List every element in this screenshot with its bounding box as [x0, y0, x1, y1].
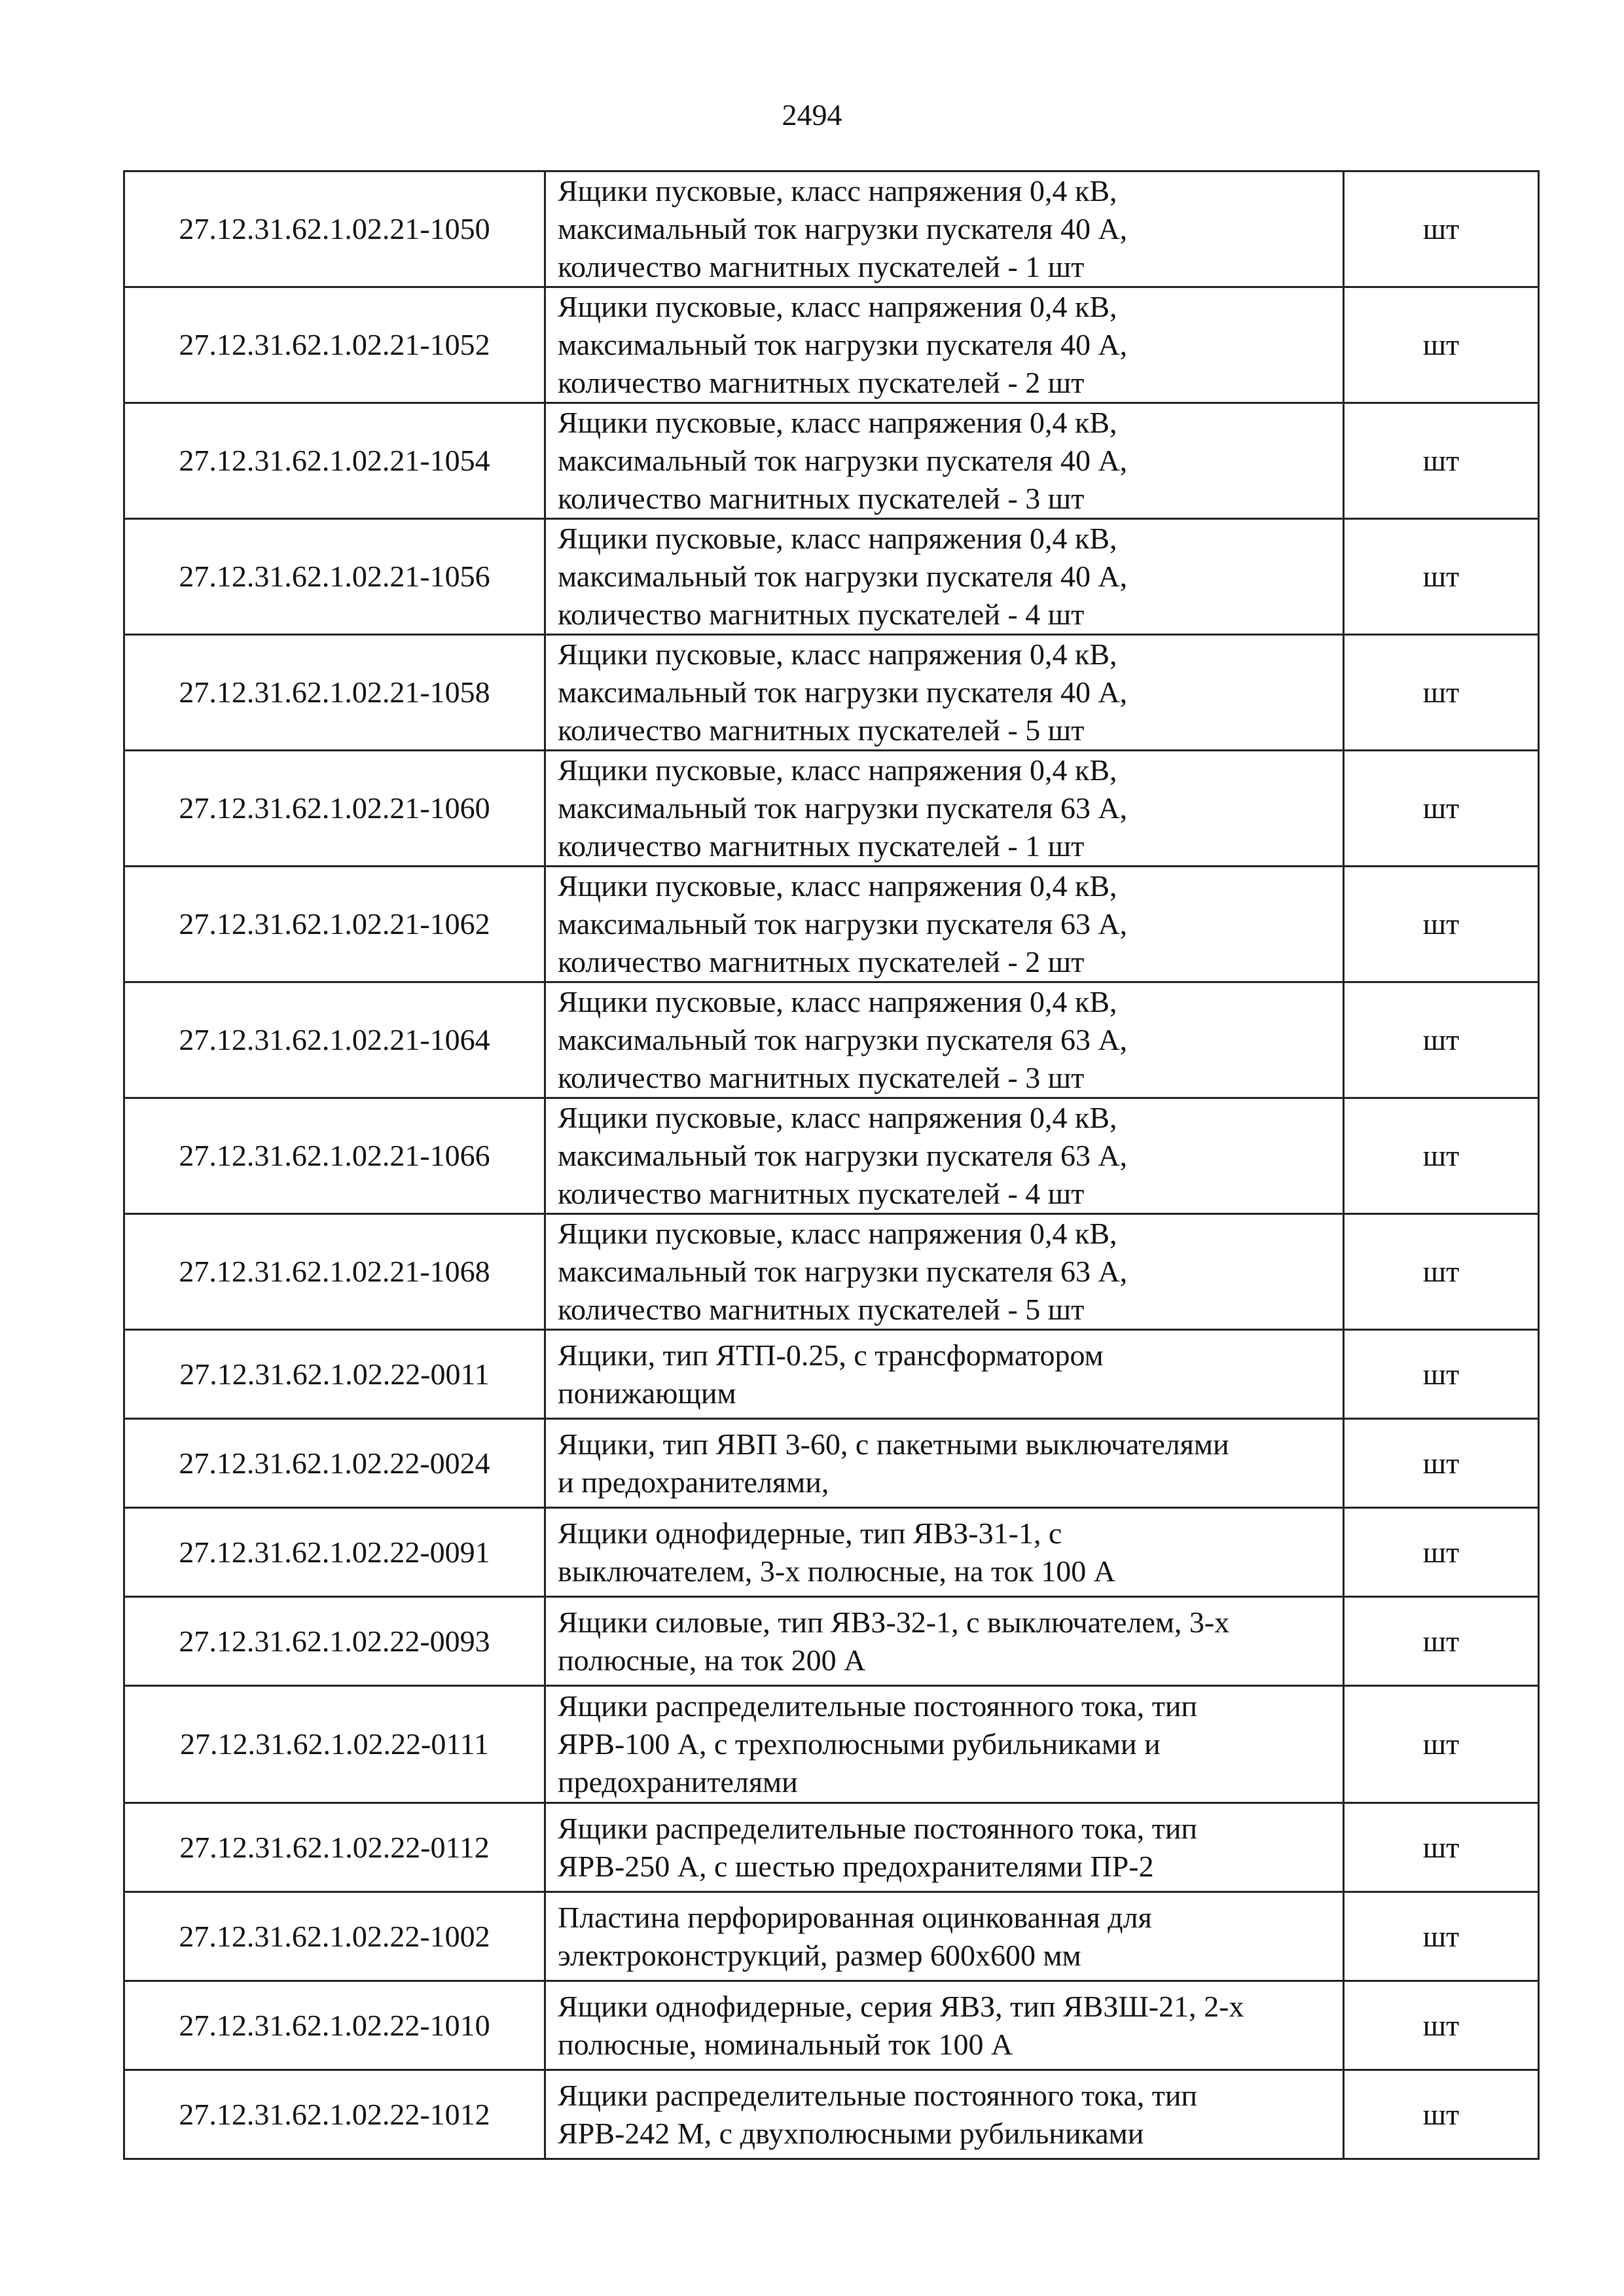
description-line: количество магнитных пускателей - 5 шт — [558, 713, 1085, 747]
description-line: Ящики силовые, тип ЯВЗ-32-1, с выключателем, 3-х — [558, 1605, 1230, 1639]
unit-cell: шт — [1344, 1419, 1539, 1508]
description-line: ЯРВ-100 А, с трехполюсными рубильниками и — [558, 1727, 1161, 1761]
resource-code-cell: 27.12.31.62.1.02.21-1052 — [124, 287, 545, 403]
resource-description-cell — [545, 635, 1344, 751]
resource-description-cell — [545, 982, 1344, 1098]
description-line: и предохранителями, — [558, 1465, 829, 1499]
description-line: Ящики однофидерные, тип ЯВЗ-31-1, с — [558, 1516, 1062, 1550]
resource-description-cell — [545, 403, 1344, 519]
resource-code-cell: 27.12.31.62.1.02.21-1058 — [124, 635, 545, 751]
resource-code-cell: 27.12.31.62.1.02.22-0011 — [124, 1330, 545, 1419]
description-line: электроконструкций, размер 600х600 мм — [558, 1938, 1081, 1972]
resource-code-cell: 27.12.31.62.1.02.22-1010 — [124, 1981, 545, 2070]
description-line: количество магнитных пускателей - 3 шт — [558, 1061, 1085, 1094]
description-line: понижающим — [558, 1376, 736, 1410]
table-row — [124, 867, 1539, 982]
resource-description-cell — [545, 2070, 1344, 2159]
resource-description-cell — [545, 1214, 1344, 1330]
resource-code-cell: 27.12.31.62.1.02.21-1050 — [124, 171, 545, 287]
unit-cell: шт — [1344, 1330, 1539, 1419]
unit-cell: шт — [1344, 751, 1539, 867]
resource-description-cell — [545, 1419, 1344, 1508]
resource-description-cell — [545, 1330, 1344, 1419]
table-row — [124, 1419, 1539, 1508]
unit-cell: шт — [1344, 1892, 1539, 1981]
table-row — [124, 982, 1539, 1098]
table-row — [124, 1892, 1539, 1981]
unit-cell: шт — [1344, 1508, 1539, 1597]
unit-cell: шт — [1344, 1981, 1539, 2070]
resource-code-cell: 27.12.31.62.1.02.21-1060 — [124, 751, 545, 867]
description-line: максимальный ток нагрузки пускателя 63 А, — [558, 907, 1128, 941]
resource-code-cell: 27.12.31.62.1.02.22-1002 — [124, 1892, 545, 1981]
unit-cell: шт — [1344, 2070, 1539, 2159]
description-line: максимальный ток нагрузки пускателя 40 А, — [558, 328, 1128, 361]
resource-code-cell: 27.12.31.62.1.02.21-1068 — [124, 1214, 545, 1330]
description-line: количество магнитных пускателей - 2 шт — [558, 366, 1085, 399]
table-row — [124, 171, 1539, 287]
resource-code-cell: 27.12.31.62.1.02.21-1066 — [124, 1098, 545, 1214]
unit-cell: шт — [1344, 171, 1539, 287]
description-line: максимальный ток нагрузки пускателя 63 А, — [558, 1023, 1128, 1056]
resource-code-cell: 27.12.31.62.1.02.21-1064 — [124, 982, 545, 1098]
resource-code-cell: 27.12.31.62.1.02.21-1062 — [124, 867, 545, 982]
resource-description-cell — [545, 1981, 1344, 2070]
table-row — [124, 1508, 1539, 1597]
table-row — [124, 751, 1539, 867]
description-line: количество магнитных пускателей - 5 шт — [558, 1293, 1085, 1326]
resource-description-cell — [545, 287, 1344, 403]
table-row — [124, 1686, 1539, 1803]
resource-code-cell: 27.12.31.62.1.02.22-0093 — [124, 1597, 545, 1686]
table-row — [124, 2070, 1539, 2159]
description-line: количество магнитных пускателей - 2 шт — [558, 945, 1085, 978]
description-line: Ящики пусковые, класс напряжения 0,4 кВ, — [558, 290, 1117, 323]
description-line: максимальный ток нагрузки пускателя 63 А, — [558, 791, 1128, 825]
unit-cell: шт — [1344, 1803, 1539, 1892]
description-line: Ящики пусковые, класс напряжения 0,4 кВ, — [558, 637, 1117, 671]
description-line: количество магнитных пускателей - 1 шт — [558, 829, 1085, 863]
description-line: Ящики однофидерные, серия ЯВЗ, тип ЯВЗШ-21, 2-х — [558, 1989, 1244, 2023]
table-row — [124, 1098, 1539, 1214]
description-line: полюсные, номинальный ток 100 А — [558, 2027, 1013, 2061]
description-line: Ящики пусковые, класс напряжения 0,4 кВ, — [558, 1101, 1117, 1134]
table-row — [124, 1597, 1539, 1686]
description-line: количество магнитных пускателей - 1 шт — [558, 250, 1085, 283]
resource-description-cell — [545, 1597, 1344, 1686]
table-row — [124, 287, 1539, 403]
unit-cell: шт — [1344, 635, 1539, 751]
description-line: максимальный ток нагрузки пускателя 63 А, — [558, 1255, 1128, 1288]
description-line: количество магнитных пускателей - 4 шт — [558, 1177, 1085, 1210]
resource-description-cell — [545, 1098, 1344, 1214]
resource-description-cell — [545, 519, 1344, 635]
table-row — [124, 635, 1539, 751]
resource-code-cell: 27.12.31.62.1.02.22-0111 — [124, 1686, 545, 1803]
description-line: Ящики, тип ЯТП-0.25, с трансформатором — [558, 1338, 1104, 1372]
description-line: Ящики пусковые, класс напряжения 0,4 кВ, — [558, 406, 1117, 439]
table-row — [124, 1803, 1539, 1892]
description-line: количество магнитных пускателей - 3 шт — [558, 482, 1085, 515]
table-row — [124, 1214, 1539, 1330]
resource-description-cell — [545, 751, 1344, 867]
table-row — [124, 403, 1539, 519]
description-line: ЯРВ-250 А, с шестью предохранителями ПР-2 — [558, 1849, 1154, 1883]
description-line: Ящики пусковые, класс напряжения 0,4 кВ, — [558, 174, 1117, 207]
description-line: Ящики распределительные постоянного тока, тип — [558, 2078, 1198, 2112]
resource-description-cell — [545, 1686, 1344, 1803]
description-line: Ящики пусковые, класс напряжения 0,4 кВ, — [558, 869, 1117, 903]
description-line: выключателем, 3-х полюсные, на ток 100 А — [558, 1554, 1116, 1588]
catalog-table-body — [124, 171, 1539, 2159]
description-line: Ящики пусковые, класс напряжения 0,4 кВ, — [558, 1217, 1117, 1250]
unit-cell: шт — [1344, 867, 1539, 982]
page-number: 2494 — [782, 98, 842, 132]
description-line: Ящики пусковые, класс напряжения 0,4 кВ, — [558, 985, 1117, 1018]
description-line: Ящики распределительные постоянного тока, тип — [558, 1811, 1198, 1845]
unit-cell: шт — [1344, 1098, 1539, 1214]
resource-description-cell — [545, 1508, 1344, 1597]
table-row — [124, 519, 1539, 635]
description-line: Ящики пусковые, класс напряжения 0,4 кВ, — [558, 753, 1117, 787]
description-line: максимальный ток нагрузки пускателя 40 А, — [558, 212, 1128, 245]
description-line: Ящики, тип ЯВП 3-60, с пакетными выключателями — [558, 1427, 1229, 1461]
description-line: Пластина перфорированная оцинкованная для — [558, 1900, 1152, 1934]
resource-catalog-table — [123, 170, 1540, 2160]
description-line: количество магнитных пускателей - 4 шт — [558, 598, 1085, 631]
description-line: максимальный ток нагрузки пускателя 40 А, — [558, 675, 1128, 709]
resource-code-cell: 27.12.31.62.1.02.22-0112 — [124, 1803, 545, 1892]
unit-cell: шт — [1344, 1597, 1539, 1686]
description-line: полюсные, на ток 200 А — [558, 1643, 866, 1677]
unit-cell: шт — [1344, 287, 1539, 403]
resource-code-cell: 27.12.31.62.1.02.22-0024 — [124, 1419, 545, 1508]
description-line: предохранителями — [558, 1765, 798, 1799]
table-row — [124, 1330, 1539, 1419]
description-line: максимальный ток нагрузки пускателя 63 А, — [558, 1139, 1128, 1172]
unit-cell: шт — [1344, 1686, 1539, 1803]
description-line: максимальный ток нагрузки пускателя 40 А, — [558, 444, 1128, 477]
resource-code-cell: 27.12.31.62.1.02.22-0091 — [124, 1508, 545, 1597]
unit-cell: шт — [1344, 519, 1539, 635]
unit-cell: шт — [1344, 1214, 1539, 1330]
resource-description-cell — [545, 1803, 1344, 1892]
resource-description-cell — [545, 867, 1344, 982]
resource-code-cell: 27.12.31.62.1.02.22-1012 — [124, 2070, 545, 2159]
unit-cell: шт — [1344, 982, 1539, 1098]
description-line: максимальный ток нагрузки пускателя 40 А, — [558, 560, 1128, 593]
resource-description-cell — [545, 1892, 1344, 1981]
resource-code-cell: 27.12.31.62.1.02.21-1054 — [124, 403, 545, 519]
description-line: Ящики распределительные постоянного тока, тип — [558, 1689, 1198, 1723]
table-row — [124, 1981, 1539, 2070]
resource-description-cell — [545, 171, 1344, 287]
description-line: ЯРВ-242 М, с двухполюсными рубильниками — [558, 2116, 1144, 2150]
unit-cell: шт — [1344, 403, 1539, 519]
resource-code-cell: 27.12.31.62.1.02.21-1056 — [124, 519, 545, 635]
description-line: Ящики пусковые, класс напряжения 0,4 кВ, — [558, 522, 1117, 555]
